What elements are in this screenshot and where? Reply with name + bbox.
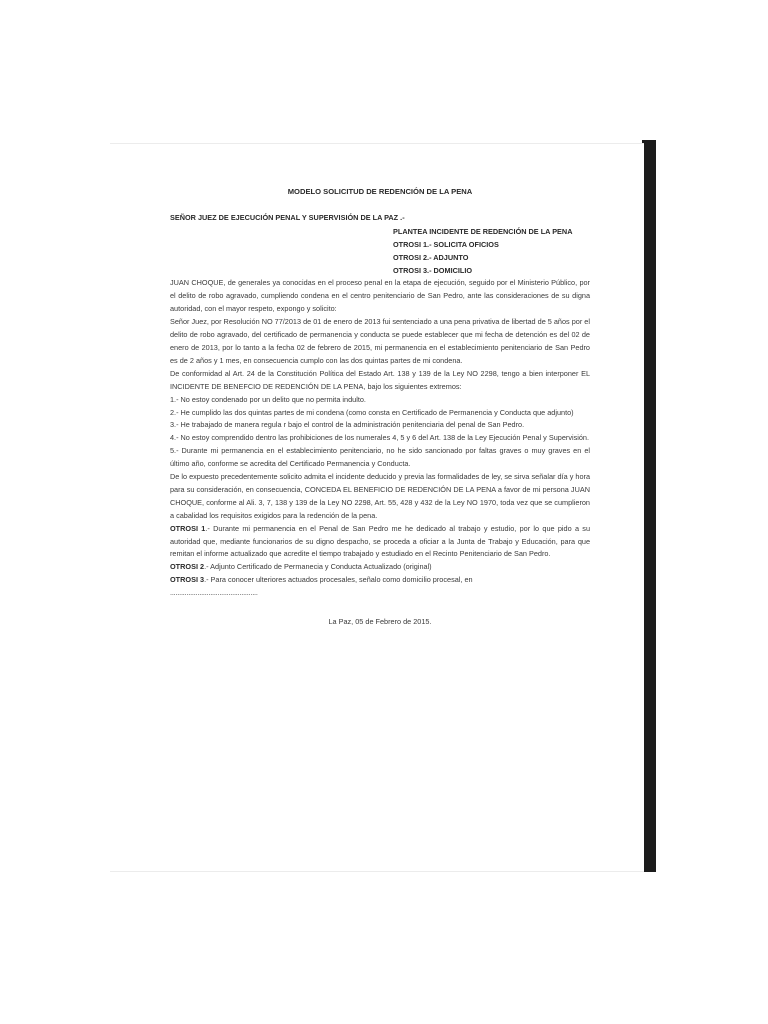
document-body — [170, 186, 590, 629]
requirement-item: 3.- He trabajado de manera regula r bajo el control de la administración penitenciaria del penal de San Pedro. — [170, 420, 525, 430]
petition-paragraph: De lo expuesto precedentemente solicito admita el incidente deducido y previa las formalidades de ley, se sirva señalar día y hora para su consideración, en consecuencia, CONCEDA EL BENEFICIO DE REDENCIÓN DE LA PENA a favor de mi persona JUAN CHOQUE, conforme al Ali. 3, 7, 138 y 139 de la Ley NO 2298, Art. 55, 428 y 432 de la Ley NO 1970, toda vez que se cumplieron a cabalidad los requisitos exigidos para la redención de la pena. — [170, 472, 590, 520]
legal-basis-paragraph: De conformidad al Art. 24 de la Constitución Política del Estado Art. 138 y 139 de la Ley NO 2298, tengo a bien interponer EL INCIDENTE DE BENEFCIO DE REDENCIÓN DE LA PENA, bajo los siguientes extremos: — [170, 368, 590, 391]
requirement-item: 1.- No estoy condenado por un delito que no permita indulto. — [170, 394, 366, 404]
requirement-item: 4.- No estoy comprendido dentro las prohibiciones de los numerales 4, 5 y 6 del Art. 138 de la Ley Ejecución Penal y Supervisión. — [170, 433, 590, 443]
document-title: MODELO SOLICITUD DE REDENCIÓN DE LA PENA — [287, 187, 473, 196]
otrosi-3-text: .- Para conocer ulteriores actuados procesales, señalo como domicilio procesal, en — [204, 575, 473, 585]
intro-paragraph: JUAN CHOQUE, de generales ya conocidas en el proceso penal en la etapa de ejecución, seguido por el Ministerio Público, por el delito de robo agravado, cumpliendo condena en el centro penitenciario de San Pedro, ante las consideraciones de su digna autoridad, con el mayor respeto, expongo y solicito: — [170, 278, 590, 314]
sumilla-line: OTROSI 1.- SOLICITA OFICIOS — [393, 239, 499, 249]
otrosi-3-label: OTROSI 3 — [170, 575, 205, 585]
sumilla-block — [393, 226, 590, 278]
document-page — [110, 143, 644, 872]
sumilla-line: OTROSI 3.- DOMICILIO — [393, 265, 473, 275]
sentence-paragraph: Señor Juez, por Resolución NO 77/2013 de 01 de enero de 2013 fui sentenciado a una pena privativa de libertad de 5 años por el delito de robo agravado, del certificado de permanencia y conducta se puede establecer que mi fecha de detención es del 02 de enero de 2013, por lo tanto a la fecha 02 de febrero de 2015, mi permanencia en el establecimiento penitenciario de San Pedro es de 2 años y 1 mes, en consecuencia cumplo con las dos quintas partes de mi condena. — [170, 317, 590, 365]
requirement-item: 2.- He cumplido las dos quintas partes de mi condena (como consta en Certificado de Permanencia y Conducta que adjunto) — [170, 407, 574, 417]
sumilla-line: OTROSI 2.- ADJUNTO — [393, 252, 469, 262]
otrosi-1-text: .- Durante mi permanencia en el Penal de San Pedro me he dedicado al trabajo y estudio, por lo que pido a su autoridad que, mediante funcionarios de su digno despacho, se proceda a oficiar a la Junta de Trabajo y Educación, para que remitan el informe actualizado que acredite el tiempo trabajado y estudiado en el Recinto Penitenciario de San Pedro. — [170, 523, 590, 559]
sumilla-line: PLANTEA INCIDENTE DE REDENCIÓN DE LA PENA — [393, 226, 573, 236]
date-line: La Paz, 05 de Febrero de 2015. — [328, 617, 432, 627]
requirement-item: 5.- Durante mi permanencia en el establecimiento penitenciario, no he sido sancionado por faltas graves o muy graves en el último año, conforme se acredita del Certificado Permanencia y Conducta. — [170, 446, 590, 469]
otrosi-3-paragraph — [170, 574, 590, 587]
address-blank-line: ................................................ — [170, 588, 258, 598]
otrosi-1-label: OTROSI 1 — [170, 523, 206, 533]
otrosi-2-paragraph — [170, 561, 590, 574]
page-edge-shadow — [642, 140, 656, 872]
otrosi-1-paragraph — [170, 523, 590, 562]
otrosi-2-text: .- Adjunto Certificado de Permanecia y Conducta Actualizado (original) — [204, 562, 432, 572]
addressee-line: SEÑOR JUEZ DE EJECUCIÓN PENAL Y SUPERVISIÓN DE LA PAZ .- — [170, 212, 405, 222]
otrosi-2-label: OTROSI 2 — [170, 562, 205, 572]
